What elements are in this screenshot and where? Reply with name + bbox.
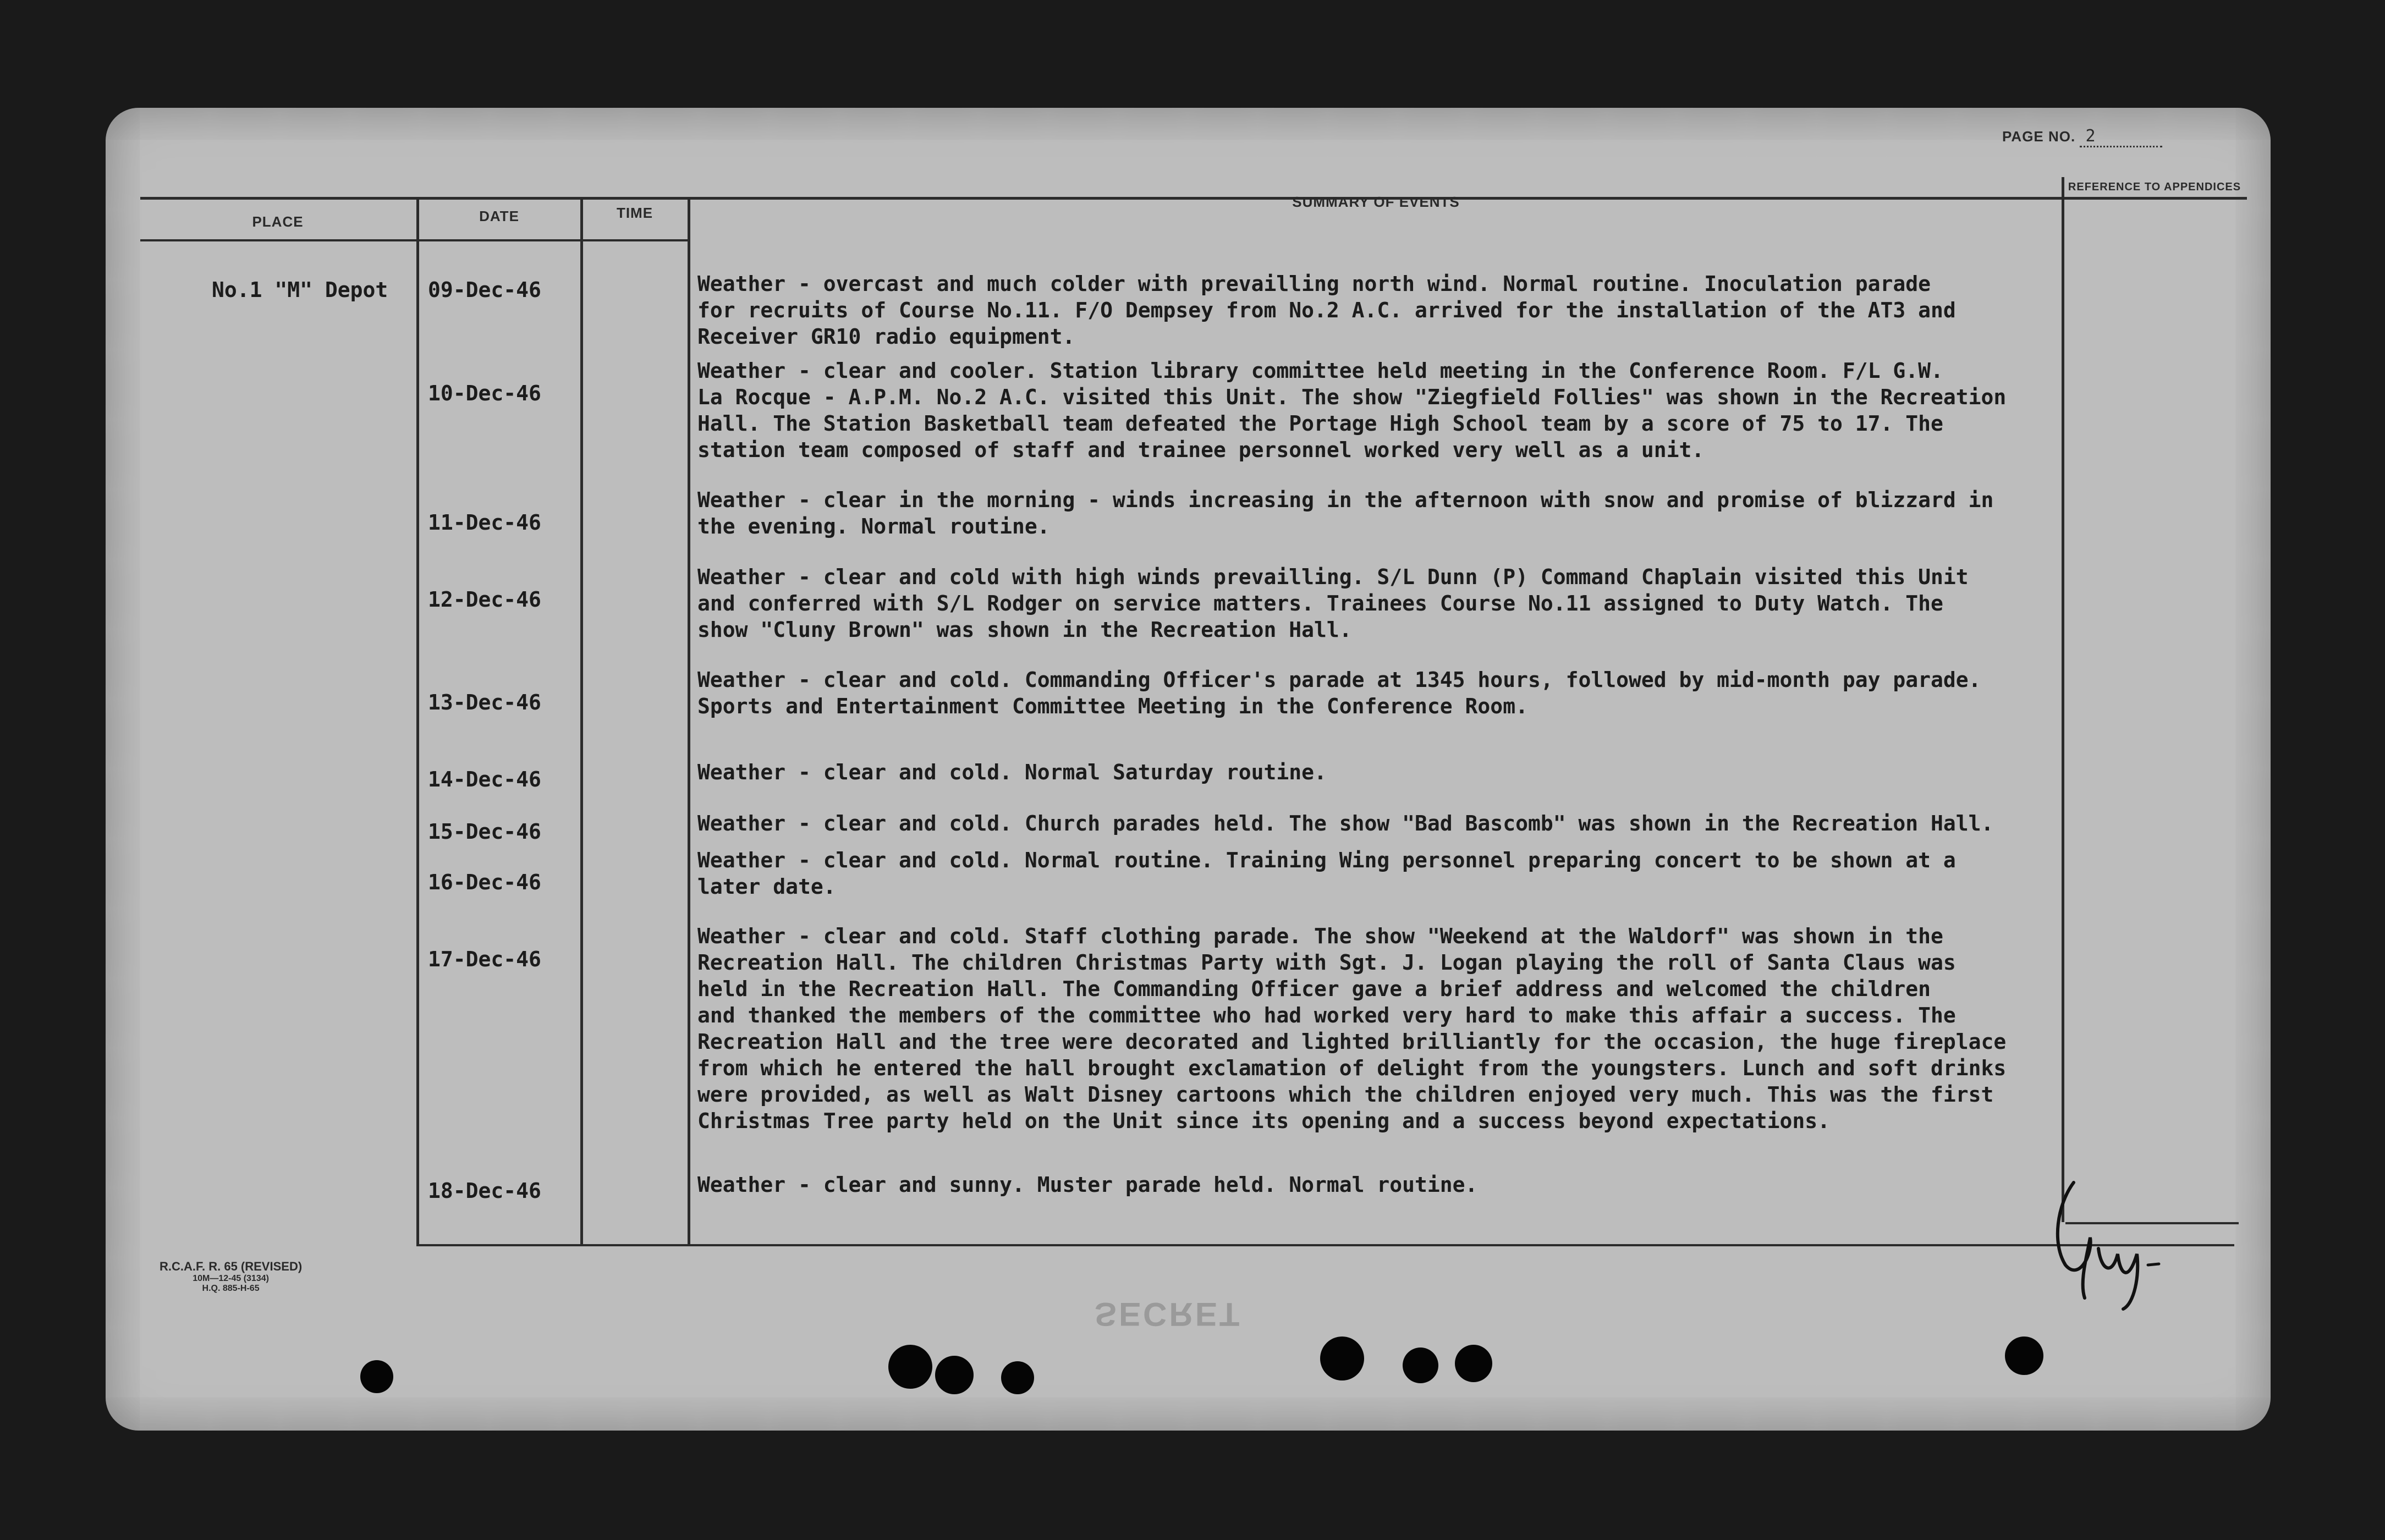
form-number-line: R.C.A.F. R. 65 (REVISED) (160, 1260, 303, 1273)
place-entry: No.1 "M" Depot (212, 278, 388, 302)
date-entry: 15-Dec-46 (428, 820, 541, 844)
event-summary: Weather - clear and cold. Normal Saturday routine. (697, 760, 1327, 784)
event-summary: Weather - clear and cold. Staff clothing parade. The show "Weekend at the Waldorf" was shown in the Recreation Hall. The children Christmas Party with Sgt. J. Logan playing the roll of Santa Claus was held in the Recreation Hall. The Commanding Officer gave a brief address and welcomed the children and thanked the members of the committee who had worked very hard to make this affair a success. The Recreation Hall and the tree were decorated and lighted brilliantly for the occasion, the huge fireplace from which he entered the hall brought exclamation of delight from the youngsters. Lunch and soft drinks were provided, as well as Walt Disney cartoons which the children enjoyed very much. This was the first Christmas Tree party held on the Unit since its opening and a success beyond expectations. (697, 924, 2007, 1133)
bottom-rule (416, 1244, 2234, 1246)
date-entry: 12-Dec-46 (428, 587, 541, 612)
date-entry: 16-Dec-46 (428, 870, 541, 894)
date-entry: 14-Dec-46 (428, 767, 541, 791)
date-entry: 17-Dec-46 (428, 947, 541, 971)
event-summary: Weather - clear and sunny. Muster parade held. Normal routine. (697, 1173, 1478, 1197)
punch-hole (1320, 1336, 1364, 1380)
date-entry: 18-Dec-46 (428, 1179, 541, 1203)
page-number-value: 2 (2080, 127, 2162, 147)
header-summary: SUMMARY OF EVENTS (1292, 194, 1460, 210)
header-reference: REFERENCE TO APPENDICES (2068, 181, 2241, 193)
page-number (2002, 127, 2162, 147)
date-time-divider (580, 197, 583, 1245)
handwritten-signature (2041, 1172, 2184, 1314)
event-summary: Weather - clear and cold with high winds prevailling. S/L Dunn (P) Command Chaplain visited this Unit and conferred with S/L Rodger on service matters. Trainees Course No.11 assigned to Duty Watch. The show "Cluny Brown" was shown in the Recreation Hall. (697, 565, 1969, 642)
form-number-line: H.Q. 885-H-65 (202, 1284, 260, 1293)
header-date: DATE (479, 208, 519, 224)
form-number-line: 10M—12-45 (3134) (193, 1274, 269, 1283)
event-summary: Weather - clear and cold. Commanding Officer's parade at 1345 hours, followed by mid-month pay parade. Sports and Entertainment Committee Meeting in the Conference Room. (697, 668, 1981, 718)
punch-hole (1455, 1345, 1492, 1382)
date-entry: 09-Dec-46 (428, 278, 541, 302)
event-summary: Weather - clear and cooler. Station library committee held meeting in the Conference Room. F/L G.W. La Rocque - A.P.M. No.2 A.C. visited this Unit. The show "Ziegfield Follies" was shown in the Recreation Hall. The Station Basketball team defeated the Portage High School team by a score of 75 to 17. The station team composed of staff and trainee personnel worked very well as a unit. (697, 359, 2007, 462)
form-number (160, 1260, 302, 1294)
place-date-divider (416, 197, 419, 1245)
time-summary-divider (688, 197, 690, 1245)
event-summary: Weather - clear and cold. Normal routine. Training Wing personnel preparing concert to be shown at a later date. (697, 848, 1956, 899)
punch-hole (888, 1345, 932, 1389)
date-entry: 11-Dec-46 (428, 510, 541, 535)
punch-hole (360, 1360, 393, 1393)
punch-hole (1403, 1348, 1438, 1383)
date-entry: 13-Dec-46 (428, 690, 541, 714)
punch-hole (935, 1356, 974, 1394)
event-summary: Weather - clear and cold. Church parades held. The show "Bad Bascomb" was shown in the Recreation Hall. (697, 811, 1994, 835)
punch-hole (2005, 1336, 2043, 1375)
event-summary: Weather - overcast and much colder with prevailling north wind. Normal routine. Inoculation parade for recruits of Course No.11. F/O Dempsey from No.2 A.C. arrived for the installation of the AT3 and Receiver GR10 radio equipment. (697, 272, 1956, 349)
event-summary: Weather - clear in the morning - winds increasing in the afternoon with snow and promise of blizzard in the evening. Normal routine. (697, 488, 1994, 538)
header-time: TIME (616, 205, 653, 221)
secret-stamp-faint: SECRET (1095, 1296, 1242, 1333)
page-number-label: PAGE NO. (2002, 128, 2076, 145)
punch-hole (1001, 1361, 1034, 1394)
header-bottom-rule (140, 239, 690, 241)
header-place: PLACE (252, 213, 304, 230)
date-entry: 10-Dec-46 (428, 381, 541, 405)
